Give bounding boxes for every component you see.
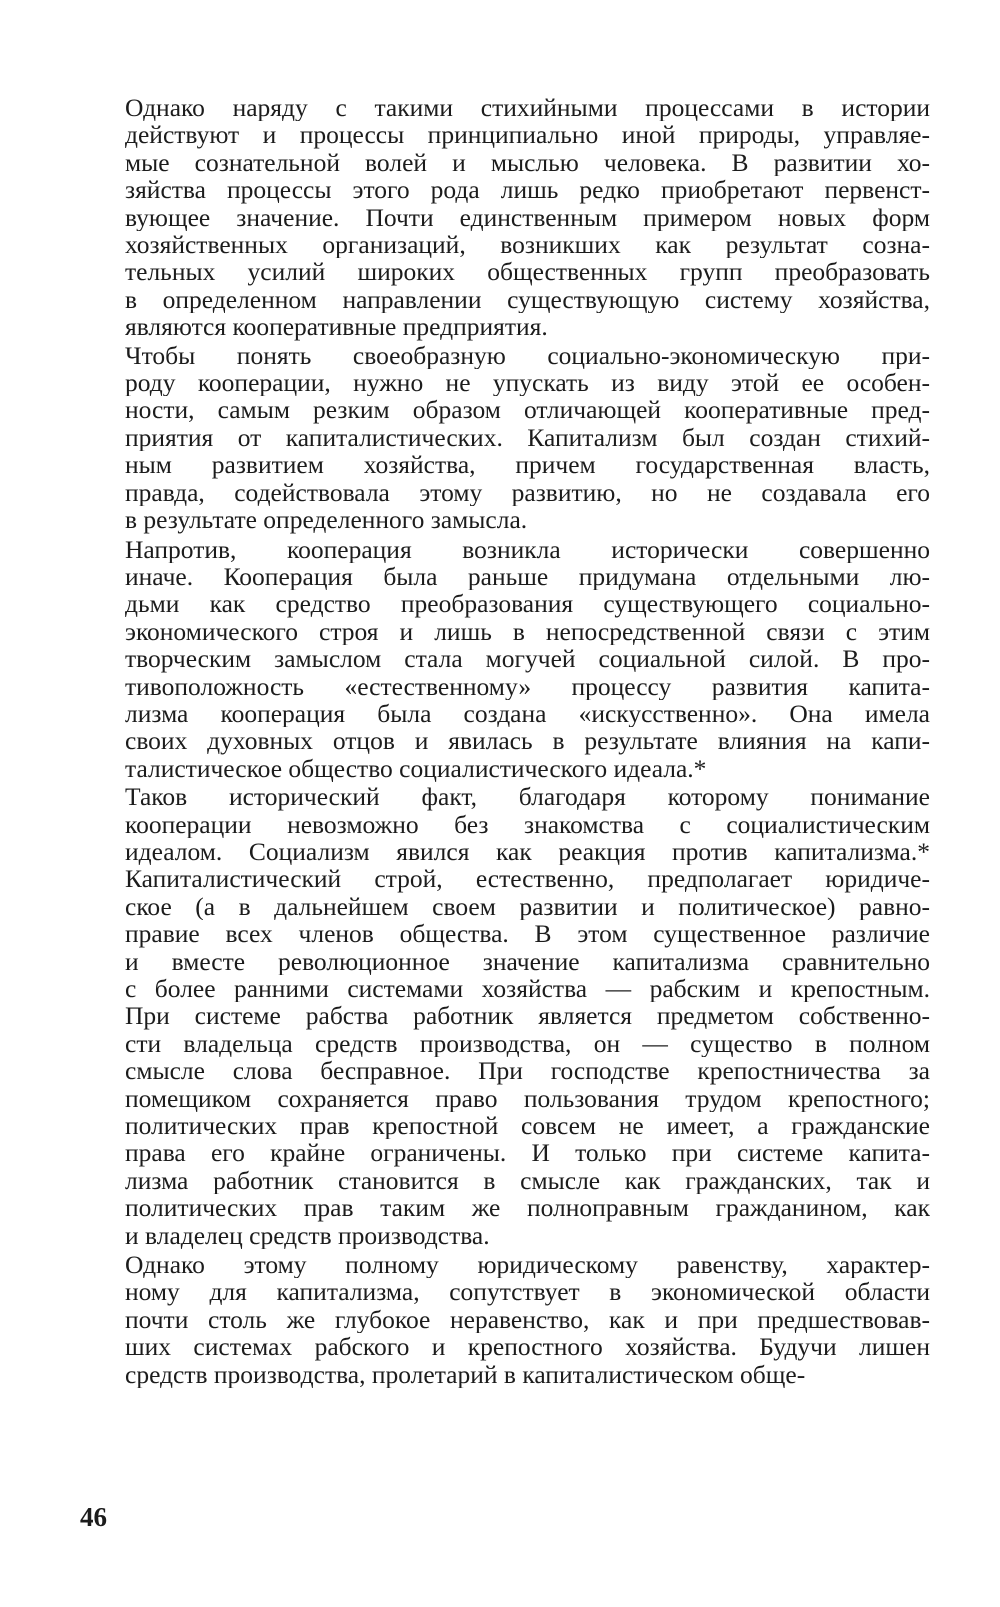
text-line: в результате определенного замысла. [125, 506, 528, 534]
text-line: ших системах рабского и крепостного хозяйства. Будучи лишен [125, 1333, 930, 1361]
text-line: Однако этому полному юридическому равенству, характер- [125, 1251, 930, 1279]
text-line: приятия от капиталистических. Капитализм был создан стихий- [125, 423, 930, 452]
text-line: Капиталистический строй, естественно, предполагает юридиче- [125, 865, 930, 893]
text-line: почти столь же глубокое неравенство, как и при предшествовав- [125, 1305, 930, 1334]
text-line: Таков исторический факт, благодаря которому понимание [125, 783, 930, 811]
text-line: кооперации невозможно без знакомства с социалистическим [125, 810, 930, 838]
text-line: сти владельца средств производства, он — существо в полном [125, 1029, 930, 1058]
text-line: Чтобы понять своеобразную социально-экономическую при- [125, 341, 930, 370]
paragraph [80, 94, 930, 341]
text-line: и вместе революционное значение капитализма сравнительно [125, 947, 930, 975]
text-line: действуют и процессы принципиально иной природы, управляе- [125, 121, 930, 149]
paragraph [80, 342, 930, 534]
paragraph [80, 536, 930, 783]
text-line: правда, содействовала этому развитию, но не создавала его [125, 478, 930, 507]
text-line: ному для капитализма, сопутствует в экономической области [125, 1278, 930, 1306]
text-line: политических прав крепостной совсем не имеет, а гражданские [125, 1112, 930, 1140]
text-line: хозяйственных организаций, возникших как результат созна- [125, 231, 930, 259]
text-line: творческим замыслом стала могучей социальной силой. В про- [125, 645, 930, 673]
text-line: Напротив, кооперация возникла исторически совершенно [125, 535, 930, 563]
text-line: мые сознательной волей и мыслью человека. В развитии хо- [125, 148, 930, 177]
text-line: экономического строя и лишь в непосредственной связи с этим [125, 617, 930, 646]
text-line: Однако наряду с такими стихийными процессами в истории [125, 94, 930, 122]
text-line: лизма кооперация была создана «искусственно». Она имела [125, 699, 930, 728]
page-body [80, 94, 930, 1388]
text-line: идеалом. Социализм явился как реакция против капитализма.* [125, 837, 930, 866]
text-line: ское (а в дальнейшем своем развитии и политическое) равно- [125, 892, 930, 921]
text-line: и владелец средств производства. [125, 1221, 490, 1250]
text-line: дьми как средство преобразования существующего социально- [125, 590, 930, 618]
text-line: своих духовных отцов и явилась в результате влияния на капи- [125, 727, 930, 755]
paragraph [80, 783, 930, 1249]
text-line: ности, самым резким образом отличающей кооперативные пред- [125, 396, 930, 424]
text-line: с более ранними системами хозяйства — рабским и крепостным. [125, 975, 930, 1003]
text-line: правие всех членов общества. В этом существенное различие [125, 920, 930, 948]
text-line: При системе рабства работник является предметом собственно- [125, 1002, 930, 1030]
text-line: лизма работник становится в смысле как гражданских, так и [125, 1166, 930, 1195]
text-line: талистическое общество социалистического идеала.* [125, 754, 707, 783]
text-line: являются кооперативные предприятия. [125, 313, 548, 341]
text-line: иначе. Кооперация была раньше придумана отдельными лю- [125, 562, 930, 591]
text-line: средств производства, пролетарий в капиталистическом обще- [125, 1360, 806, 1389]
text-line: зяйства процессы этого рода лишь редко приобретают первенст- [125, 176, 930, 204]
text-line: в определенном направлении существующую систему хозяйства, [125, 285, 930, 314]
text-line: права его крайне ограничены. И только при системе капита- [125, 1139, 930, 1167]
text-line: тельных усилий широких общественных групп преобразовать [125, 258, 930, 286]
text-line: смысле слова бесправное. При господстве крепостничества за [125, 1057, 930, 1085]
paragraph [80, 1251, 930, 1388]
page-number: 46 [80, 1502, 107, 1532]
text-line: тивоположность «естественному» процессу развития капита- [125, 672, 930, 700]
text-line: политических прав таким же полноправным гражданином, как [125, 1194, 930, 1222]
text-line: помещиком сохраняется право пользования трудом крепостного; [125, 1084, 930, 1113]
text-line: роду кооперации, нужно не упускать из виду этой ее особен- [125, 369, 930, 397]
text-line: вующее значение. Почти единственным примером новых форм [125, 203, 930, 232]
text-line: ным развитием хозяйства, причем государственная власть, [125, 451, 930, 479]
